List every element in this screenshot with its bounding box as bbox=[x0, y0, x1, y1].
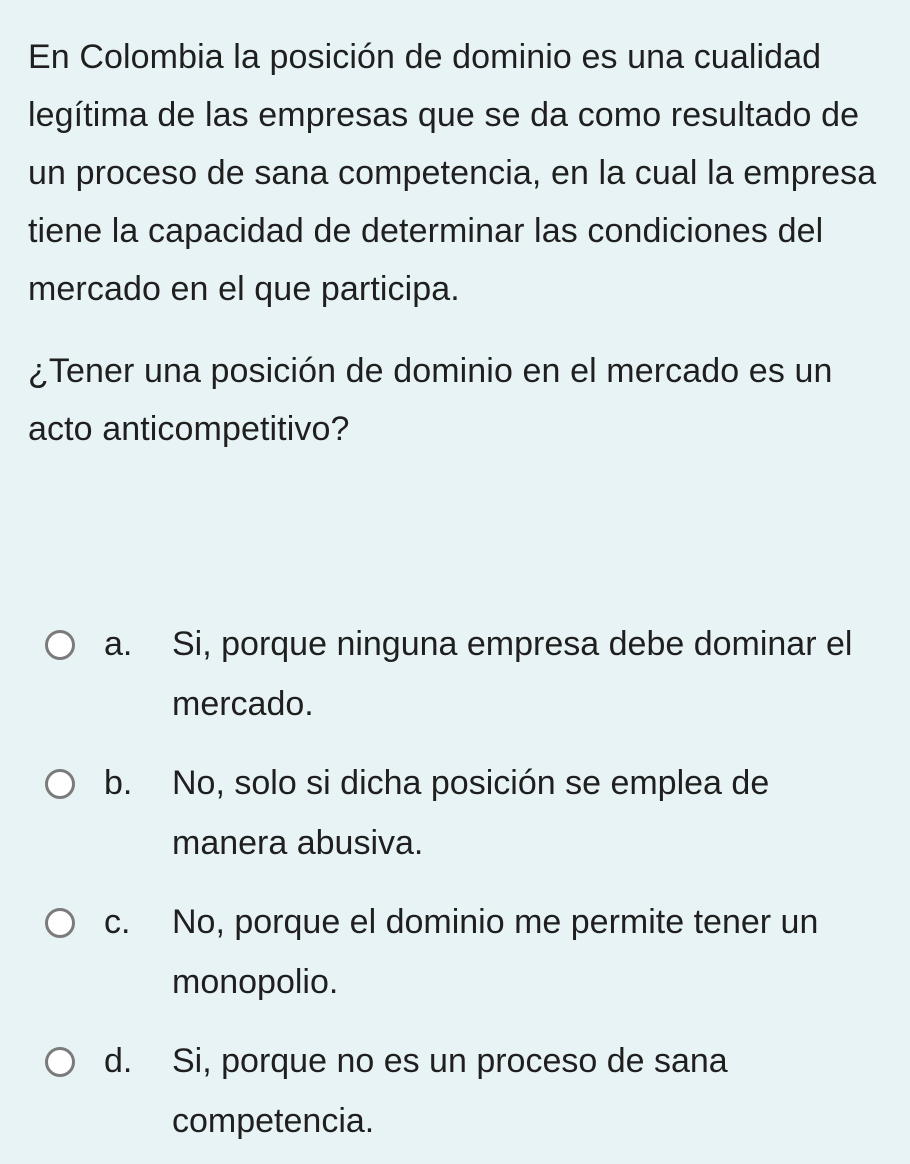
option-letter: b. bbox=[104, 764, 133, 802]
option-text: No, porque el dominio me permite tener un monopolio. bbox=[172, 903, 819, 1001]
radio-button-c[interactable] bbox=[45, 908, 75, 938]
option-text: No, solo si dicha posición se emplea de manera abusiva. bbox=[172, 764, 770, 862]
option-letter: d. bbox=[104, 1042, 133, 1080]
option-letter: c. bbox=[104, 903, 131, 941]
question-block bbox=[28, 28, 888, 482]
radio-button-d[interactable] bbox=[45, 1047, 75, 1077]
option-a[interactable] bbox=[0, 608, 910, 742]
option-c[interactable] bbox=[0, 886, 910, 1020]
answer-options bbox=[0, 608, 910, 1164]
option-letter: a. bbox=[104, 625, 133, 663]
option-text: Si, porque ninguna empresa debe dominar el mercado. bbox=[172, 625, 853, 723]
option-text: Si, porque no es un proceso de sana competencia. bbox=[172, 1042, 728, 1140]
option-b[interactable] bbox=[0, 747, 910, 881]
question-statement: En Colombia la posición de dominio es una cualidad legítima de las empresas que se da como resultado de un proceso de sana competencia, en la cual la empresa tiene la capacidad de determinar las condiciones del mercado en el que participa. bbox=[28, 38, 877, 308]
question-prompt: ¿Tener una posición de dominio en el mercado es un acto anticompetitivo? bbox=[28, 352, 833, 448]
radio-button-a[interactable] bbox=[45, 630, 75, 660]
radio-button-b[interactable] bbox=[45, 769, 75, 799]
option-d[interactable] bbox=[0, 1025, 910, 1159]
